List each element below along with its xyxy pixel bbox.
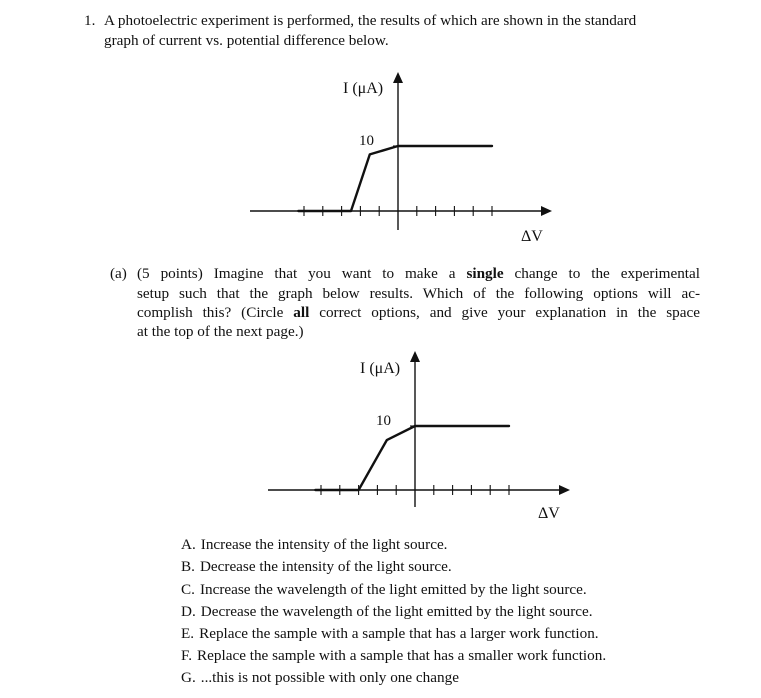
graph-2-curve <box>315 426 509 490</box>
current-curve <box>315 426 509 490</box>
option-g[interactable] <box>181 668 459 688</box>
option-text: Decrease the intensity of the light source. <box>199 558 452 575</box>
option-text: Increase the wavelength of the light emitted by the light source. <box>199 581 587 598</box>
part-a-line3: complish this? (Circle all correct options, and give your explanation in the space <box>137 304 700 321</box>
option-a[interactable] <box>181 535 447 555</box>
graph-2-axes <box>268 351 570 507</box>
emphasis-single: single <box>466 265 504 282</box>
option-b[interactable] <box>181 557 452 577</box>
part-a-line4: at the top of the next page.) <box>137 323 304 340</box>
part-a-label: (a) <box>110 265 127 282</box>
option-c[interactable] <box>181 580 587 600</box>
option-letter: A. <box>181 536 196 553</box>
part-a-line1: (5 points) Imagine that you want to make a single change to the experimental <box>137 265 700 282</box>
option-text: Replace the sample with a sample that has a larger work function. <box>199 625 599 642</box>
emphasis-all: all <box>293 304 310 321</box>
graph-2-y-tick-label: 10 <box>376 413 391 429</box>
graph-1-x-axis-label: ΔV <box>521 228 543 245</box>
graph-2-x-axis-label: ΔV <box>538 505 560 522</box>
part-a-line2: setup such that the graph below results. Which of the following options will ac- <box>137 285 700 302</box>
option-letter: C. <box>181 581 195 598</box>
graph-1-y-axis-label: I (μA) <box>343 80 384 97</box>
x-axis-arrow <box>559 485 570 495</box>
option-letter: B. <box>181 558 195 575</box>
graph-1-y-tick-label: 10 <box>359 133 374 149</box>
option-text: ...this is not possible with only one change <box>200 669 459 686</box>
graph-2-y-axis-label: I (μA) <box>360 360 401 377</box>
y-axis-arrow <box>410 351 420 362</box>
problem-text-line2: graph of current vs. potential difference below. <box>104 32 389 49</box>
option-text: Replace the sample with a sample that has a smaller work function. <box>197 647 607 664</box>
option-text: Decrease the wavelength of the light emitted by the light source. <box>200 603 593 620</box>
option-e[interactable] <box>181 624 599 644</box>
option-letter: F. <box>181 647 193 664</box>
option-f[interactable] <box>181 646 606 666</box>
problem-text-line1: A photoelectric experiment is performed, the results of which are shown in the standard <box>104 12 637 29</box>
option-text: Increase the intensity of the light source. <box>200 536 448 553</box>
option-letter: D. <box>181 603 196 620</box>
problem-number: 1. <box>84 12 96 29</box>
option-letter: E. <box>181 625 195 642</box>
option-d[interactable] <box>181 602 593 622</box>
option-letter: G. <box>181 669 196 686</box>
